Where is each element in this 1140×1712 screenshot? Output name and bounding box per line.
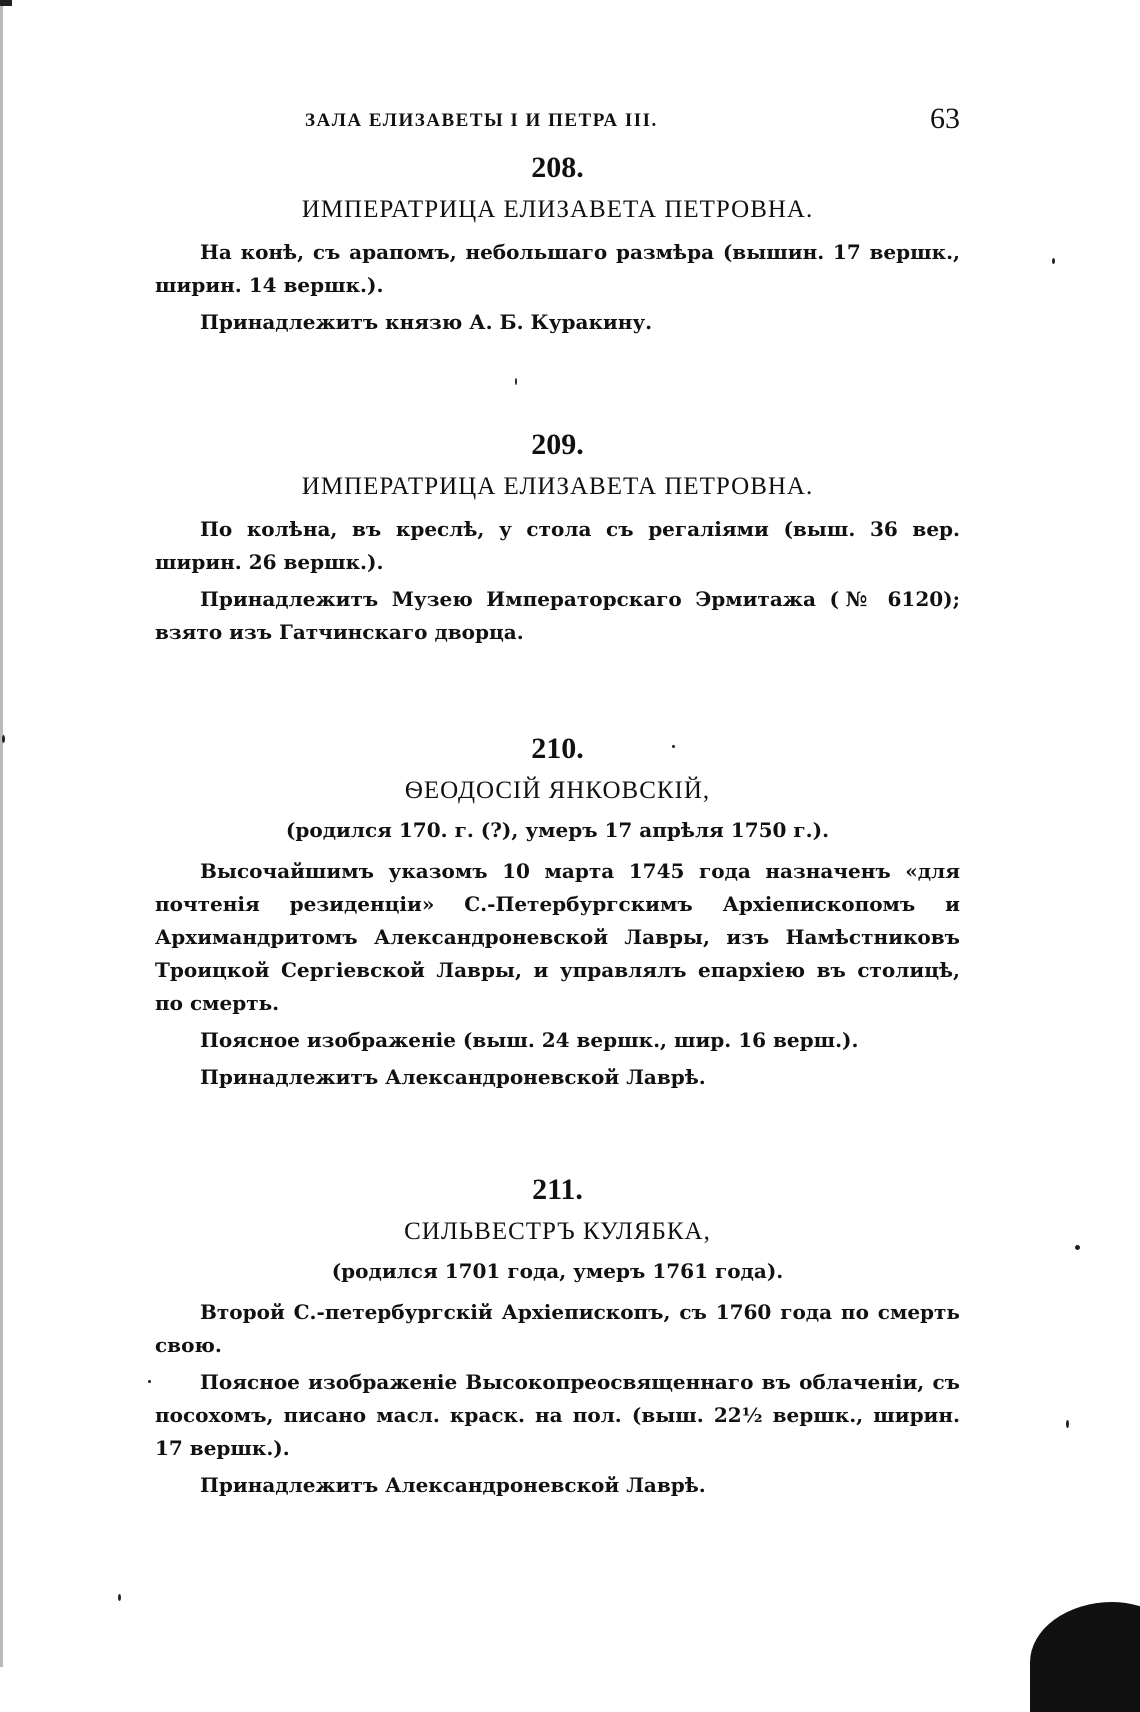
scan-corner-blot <box>1030 1602 1140 1712</box>
catalog-entry-211 <box>155 1172 960 1288</box>
scan-speck <box>1066 1420 1069 1428</box>
scan-speck <box>118 1594 121 1601</box>
scan-corner-mark <box>0 0 12 6</box>
entry-biography: Высочайшимъ указомъ 10 марта 1745 года назначенъ «для почтенія резиденціи» С.-Петербургскимъ Архіепископомъ и Архимандритомъ Александроневской Лавры, изъ Намѣстниковъ Троицкой Сергіевской Лавры, и управлялъ епархіею въ столицѣ, по смерть. <box>155 859 960 1015</box>
catalog-entry-208 <box>155 150 960 228</box>
entry-name: СИЛЬВЕСТРЪ КУЛЯБКА, <box>404 1218 711 1245</box>
entry-dates: (родился 170. г. (?), умеръ 17 апрѣля 1750 г.). <box>285 818 830 842</box>
catalog-entry-210 <box>155 731 960 847</box>
entry-description: Поясное изображеніе Высокопреосвященнаго въ облаченіи, съ посохомъ, писано масл. краск. на пол. (выш. 22½ вершк., ширин. 17 вершк.). <box>155 1370 960 1460</box>
entry-number: 211. <box>532 1173 583 1206</box>
entry-ownership: Принадлежитъ Александроневской Лаврѣ. <box>200 1473 706 1497</box>
entry-ownership: Принадлежитъ князю А. Б. Куракину. <box>200 310 653 334</box>
text-column <box>155 98 960 1502</box>
running-title: ЗАЛА ЕЛИЗАВЕТЫ I И ПЕТРА III. <box>305 110 658 131</box>
entry-biography: Второй С.-петербургскій Архіепископъ, съ 1760 года по смерть свою. <box>155 1300 960 1357</box>
entry-description: По колѣна, въ креслѣ, у стола съ регаліями (выш. 36 вер. ширин. 26 вершк.). <box>155 517 960 574</box>
entry-description: Поясное изображеніе (выш. 24 вершк., шир. 16 верш.). <box>200 1028 859 1052</box>
entry-description: На конѣ, съ арапомъ, небольшаго размѣра (вышин. 17 вершк., ширин. 14 вершк.). <box>155 240 960 297</box>
entry-number: 208. <box>531 151 584 184</box>
entry-number: 210. <box>531 732 584 765</box>
scan-speck <box>2 735 5 743</box>
entry-dates: (родился 1701 года, умеръ 1761 года). <box>331 1259 784 1283</box>
scan-speck <box>515 378 517 385</box>
entry-ownership: Принадлежитъ Музею Императорскаго Эрмитажа (№ 6120); взято изъ Гатчинскаго дворца. <box>155 587 960 644</box>
entry-ownership: Принадлежитъ Александроневской Лаврѣ. <box>200 1065 706 1089</box>
entry-number: 209. <box>531 428 584 461</box>
scan-speck <box>148 1380 151 1383</box>
entry-name: ѲЕОДОСІЙ ЯНКОВСКІЙ, <box>404 777 711 804</box>
scan-speck <box>672 745 675 748</box>
page-number: 63 <box>930 102 960 135</box>
scan-speck <box>1075 1245 1080 1250</box>
page-edge-shadow <box>0 0 3 1667</box>
entry-name: ИМПЕРАТРИЦА ЕЛИЗАВЕТА ПЕТРОВНА. <box>301 196 814 223</box>
catalog-entry-209 <box>155 427 960 505</box>
scan-speck <box>1052 258 1055 264</box>
entry-name: ИМПЕРАТРИЦА ЕЛИЗАВЕТА ПЕТРОВНА. <box>301 473 814 500</box>
running-head <box>155 98 960 150</box>
